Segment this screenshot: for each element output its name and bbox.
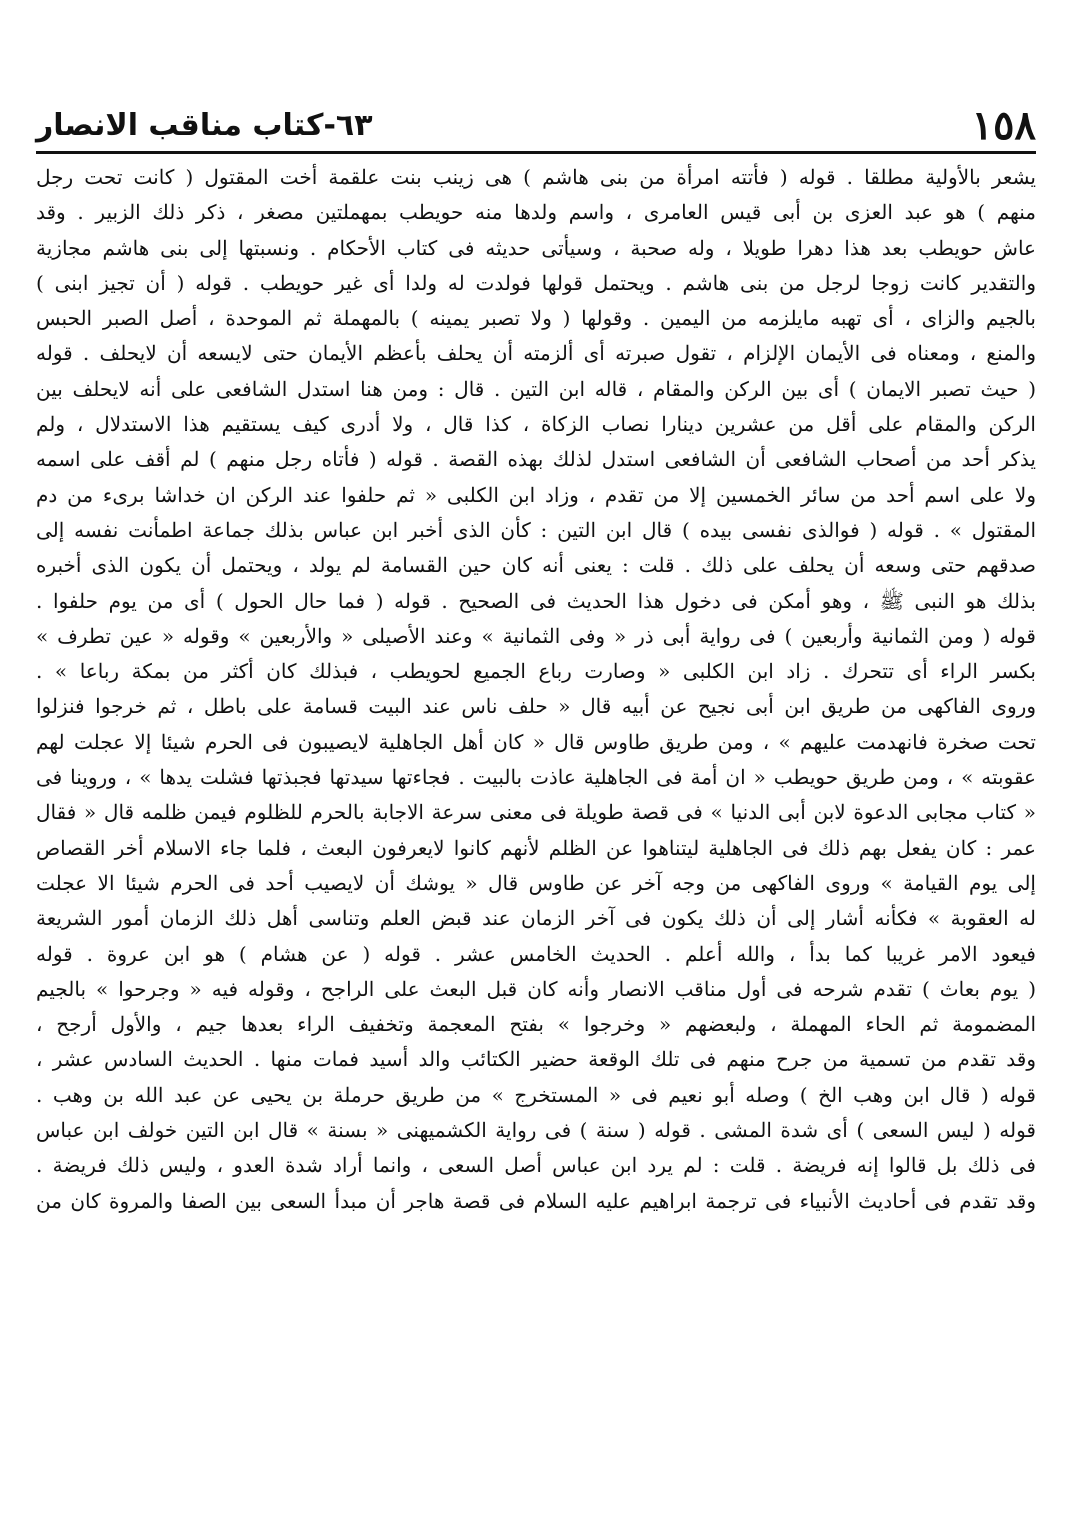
text-line: قوله ( ومن الثمانية وأربعين ) فى رواية أبى ذر « وفى الثمانية » وعند الأصيلى « والأربعين » وقوله « عين تطرف » (36, 623, 1036, 648)
text-line: فى ذلك بل قالوا إنه فريضة . قلت : لم يرد ابن عباس أصل السعى ، وانما أراد شدة العدو ، وليس ذلك فريضة . (36, 1153, 1036, 1178)
text-line: المضمومة ثم الحاء المهملة ، ولبعضهم « وخرجوا » بفتح المعجمة وتخفيف الراء بعدها جيم ، والأول أرجح ، (36, 1012, 1036, 1037)
text-line: وقد تقدم من تسمية من جرح منهم فى تلك الوقعة حضير الكتائب والد أسيد فمات منها . الحديث السادس عشر ، (36, 1047, 1036, 1072)
text-line: ولا على اسم أحد من سائر الخمسين إلا من تقدم ، وزاد ابن الكلبى « ثم حلفوا عند الركن ان خداشا برىء من دم (36, 482, 1036, 507)
text-line: بكسر الراء أى تتحرك . زاد ابن الكلبى « وصارت رباع الجميع لحويطب ، فبذلك كان أكثر من بمكة رباعا » . (36, 659, 1036, 684)
text-line: « كتاب مجابى الدعوة لابن أبى الدنيا » فى قصة طويلة فى معنى سرعة الاجابة بالحرم للظلوم فيمن ظلمه قال « فقال (36, 800, 1036, 825)
text-line: ( حيث تصبر الايمان ) أى بين الركن والمقام ، قاله ابن التين . قال : ومن هنا استدل الشافعى على أنه لايحلف بين (36, 376, 1036, 401)
text-line: بالجيم والزاى ، أى تهبه مايلزمه من اليمين . وقولها ( ولا تصبر يمينه ) بالمهملة ثم الموحدة ، أصل الصبر الحبس (36, 306, 1036, 331)
page-header (36, 98, 1036, 150)
text-line: عقوبته » ، ومن طريق حويطب « ان أمة فى الجاهلية عاذت بالبيت . فجاءتها سيدتها فجبذتها فشلت يدها » ، وروينا فى (36, 765, 1036, 790)
text-line: الركن والمقام على أقل من عشرين دينارا نصاب الزكاة ، كذا قال ، ولا أدرى كيف يستقيم هذا الاستدلال ، ولم (36, 412, 1036, 437)
text-line: قوله ( ليس السعى ) أى شدة المشى . قوله ( سنة ) فى رواية الكشميهنى « بسنة » قال ابن التين خولف ابن عباس (36, 1118, 1036, 1143)
text-line: عمر : كان يفعل بهم ذلك فى الجاهلية ليتناهوا عن الظلم لأنهم كانوا لايعرفون البعث ، فلما جاء الاسلام أخر القصاص (36, 835, 1036, 860)
text-line: صدقهم حتى وسعه أن يحلف على ذلك . قلت : يعنى أنه كان حين القسامة لم يولد ، ويحتمل أن يكون الذى أخبره (36, 553, 1036, 578)
text-line: وروى الفاكهى من طريق ابن أبى نجيح عن أبيه قال « حلف ناس عند البيت قسامة على باطل ، ثم خرجوا فنزلوا (36, 694, 1036, 719)
text-line: منهم ) هو عبد العزى بن أبى قيس العامرى ، واسم ولدها منه حويطب بمهملتين مصغر ، ذكر ذلك الزبير . وقد (36, 200, 1036, 225)
text-line: يشعر بالأولية مطلقا . قوله ( فأتته امرأة من بنى هاشم ) هى زينب بنت علقمة أخت المقتول ( كانت تحت رجل (36, 165, 1036, 189)
header-rule (36, 151, 1036, 154)
body-text (36, 160, 1036, 1219)
page-number: ١٥٨ (971, 102, 1036, 149)
text-line: بذلك هو النبى ﷺ ، وهو أمكن فى دخول هذا الحديث فى الصحيح . قوله ( فما حال الحول ) أى من يوم حلفوا . (36, 588, 1036, 613)
text-line: والمنع ، ومعناه فى الأيمان الإلزام ، تقول صبرته أى ألزمته أن يحلف بأعظم الأيمان حتى لايسعه أن لايحلف . قوله (36, 341, 1036, 366)
text-line: عاش حويطب بعد هذا دهرا طويلا ، وله صحبة ، وسيأتى حديثه فى كتاب الأحكام . ونسبتها إلى بنى هاشم مجازية (36, 235, 1036, 260)
text-line: ( يوم بعاث ) تقدم شرحه فى أول مناقب الانصار وأنه كان قبل البعث على الراجح ، وقوله فيه « وجرحوا » بالجيم (36, 976, 1036, 1001)
running-title: ٦٣-كتاب مناقب الانصار (36, 108, 373, 143)
text-line: وقد تقدم فى أحاديث الأنبياء فى ترجمة ابراهيم عليه السلام فى قصة هاجر أن مبدأ السعى بين الصفا والمروة كان من (36, 1188, 1036, 1213)
text-line: والتقدير كانت زوجا لرجل من بنى هاشم . ويحتمل قولها فولدت له ولدا أى غير حويطب . قوله ( أن تجيز ابنى ) (36, 270, 1036, 295)
text-line: له العقوبة » فكأنه أشار إلى أن ذلك يكون فى آخر الزمان عند قبض العلم وتناسى أهل ذلك الزمان أمور الشريعة (36, 906, 1036, 931)
text-line: قوله ( قال ابن وهب الخ ) وصله أبو نعيم فى « المستخرج » من طريق حرملة بن يحيى عن عبد الله بن وهب . (36, 1082, 1036, 1107)
text-line: فيعود الامر غريبا كما بدأ ، والله أعلم . الحديث الخامس عشر . قوله ( عن هشام ) هو ابن عروة . قوله (36, 941, 1036, 966)
text-line: إلى يوم القيامة » وروى الفاكهى من وجه آخر عن طاوس قال « يوشك أن لايصيب أحد فى الحرم شيئا الا عجلت (36, 870, 1036, 895)
text-line: تحت صخرة فانهدمت عليهم » ، ومن طريق طاوس قال « كان أهل الجاهلية لايصيبون فى الحرم شيئا إلا عجلت لهم (36, 729, 1036, 754)
text-line: يذكر أحد من أصحاب الشافعى أن الشافعى استدل لذلك بهذه القصة . قوله ( فأتاه رجل منهم ) لم أقف على اسمه (36, 447, 1036, 472)
text-line: المقتول » . قوله ( فوالذى نفسى بيده ) قال ابن التين : كأن الذى أخبر ابن عباس بذلك جماعة اطمأنت نفسه إلى (36, 517, 1036, 542)
